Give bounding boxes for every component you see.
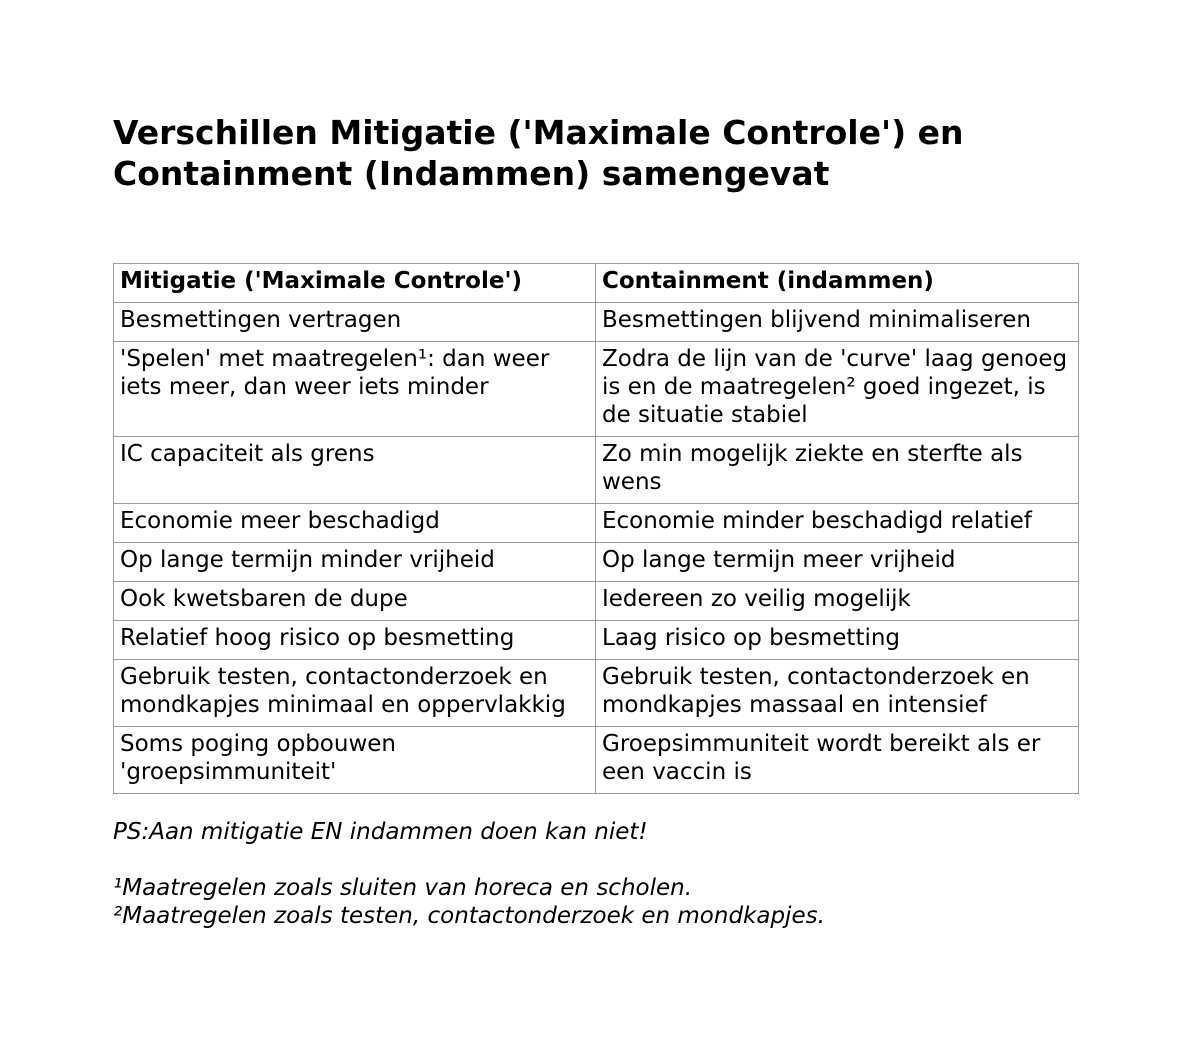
- footnote-1: ¹Maatregelen zoals sluiten van horeca en scholen.: [113, 875, 693, 901]
- table-row: [114, 727, 1079, 794]
- table-cell: Laag risico op besmetting: [596, 621, 1079, 660]
- page-title: Verschillen Mitigatie ('Maximale Controle') en Containment (Indammen) samengevat: [113, 113, 964, 193]
- table-row: [114, 342, 1079, 437]
- column-header-containment: Containment (indammen): [596, 264, 1079, 303]
- table-cell: Op lange termijn meer vrijheid: [596, 543, 1079, 582]
- table-cell: IC capaciteit als grens: [114, 437, 596, 504]
- table-cell: Iedereen zo veilig mogelijk: [596, 582, 1079, 621]
- table-cell: Gebruik testen, contactonderzoek en mondkapjes minimaal en oppervlakkig: [114, 660, 596, 727]
- table-row: [114, 543, 1079, 582]
- spacer: [113, 846, 1078, 874]
- table-cell: Soms poging opbouwen 'groepsimmuniteit': [114, 727, 596, 794]
- table-cell: 'Spelen' met maatregelen¹: dan weer iets meer, dan weer iets minder: [114, 342, 596, 437]
- table-row: [114, 621, 1079, 660]
- ps-note: PS:Aan mitigatie EN indammen doen kan niet!: [113, 819, 648, 845]
- comparison-table: [113, 263, 1079, 794]
- column-header-mitigation: Mitigatie ('Maximale Controle'): [114, 264, 596, 303]
- table-cell: Zo min mogelijk ziekte en sterfte als wens: [596, 437, 1079, 504]
- notes: [113, 818, 1078, 930]
- table-row: [114, 582, 1079, 621]
- table-cell: Ook kwetsbaren de dupe: [114, 582, 596, 621]
- table-cell: Besmettingen blijvend minimaliseren: [596, 303, 1079, 342]
- document: [113, 112, 1078, 929]
- table-cell: Op lange termijn minder vrijheid: [114, 543, 596, 582]
- table-row: [114, 504, 1079, 543]
- footnote-2: ²Maatregelen zoals testen, contactonderzoek en mondkapjes.: [113, 903, 825, 929]
- table-cell: Besmettingen vertragen: [114, 303, 596, 342]
- table-row: [114, 303, 1079, 342]
- table-cell: Economie minder beschadigd relatief: [596, 504, 1079, 543]
- table-cell: Gebruik testen, contactonderzoek en mondkapjes massaal en intensief: [596, 660, 1079, 727]
- table-row: [114, 660, 1079, 727]
- table-cell: Zodra de lijn van de 'curve' laag genoeg is en de maatregelen² goed ingezet, is de situatie stabiel: [596, 342, 1079, 437]
- table-row: [114, 437, 1079, 504]
- table-cell: Groepsimmuniteit wordt bereikt als er een vaccin is: [596, 727, 1079, 794]
- table-cell: Economie meer beschadigd: [114, 504, 596, 543]
- table-cell: Relatief hoog risico op besmetting: [114, 621, 596, 660]
- table-header-row: [114, 264, 1079, 303]
